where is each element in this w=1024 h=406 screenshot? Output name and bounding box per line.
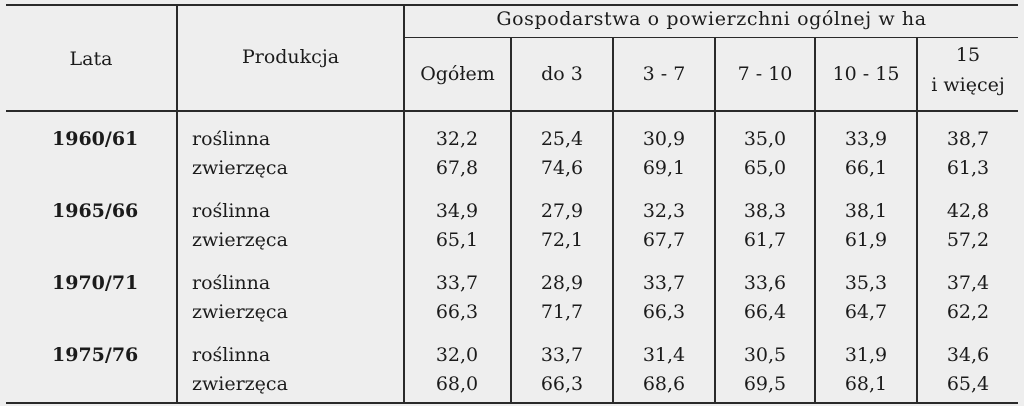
table-cell: 28,9	[540, 272, 584, 294]
table-cell: 64,7	[844, 301, 888, 323]
table-cell: 66,3	[435, 301, 479, 323]
table-cell: 68,1	[844, 373, 888, 395]
table-cell: 32,3	[642, 200, 686, 222]
header-lata: Lata	[69, 48, 113, 70]
table-cell: 65,1	[435, 229, 479, 251]
bottom-rule	[6, 402, 1018, 404]
table-cell: 25,4	[540, 128, 584, 150]
header-col-7-10: 7 - 10	[737, 63, 793, 85]
table-cell: 33,7	[540, 344, 584, 366]
table-cell: 33,9	[844, 128, 888, 150]
year-label: 1975/76	[52, 344, 139, 366]
table-cell: 38,1	[844, 200, 888, 222]
table-cell: 69,5	[743, 373, 787, 395]
produkcja-label: roślinna	[192, 272, 271, 294]
table-cell: 30,5	[743, 344, 787, 366]
header-col-15: 15	[955, 44, 981, 66]
table-cell: 69,1	[642, 157, 686, 179]
table-cell: 72,1	[540, 229, 584, 251]
vline-col-1	[510, 38, 512, 402]
table-cell: 32,2	[435, 128, 479, 150]
vline-col-4	[814, 38, 816, 402]
table-cell: 67,8	[435, 157, 479, 179]
produkcja-label: roślinna	[192, 200, 271, 222]
table-cell: 34,6	[946, 344, 990, 366]
table-cell: 37,4	[946, 272, 990, 294]
table-cell: 67,7	[642, 229, 686, 251]
table-cell: 66,3	[642, 301, 686, 323]
table-cell: 66,1	[844, 157, 888, 179]
header-col-i-wiecej: i więcej	[931, 74, 1005, 96]
produkcja-label: roślinna	[192, 344, 271, 366]
table-cell: 33,7	[642, 272, 686, 294]
table-cell: 57,2	[946, 229, 990, 251]
table-cell: 32,0	[435, 344, 479, 366]
table-cell: 66,3	[540, 373, 584, 395]
vline-col-3	[714, 38, 716, 402]
table-cell: 61,9	[844, 229, 888, 251]
table-cell: 42,8	[946, 200, 990, 222]
group-header-rule	[405, 37, 1018, 38]
table-cell: 31,4	[642, 344, 686, 366]
table-cell: 34,9	[435, 200, 479, 222]
vline-col-2	[612, 38, 614, 402]
produkcja-label: zwierzęca	[192, 301, 288, 323]
table-cell: 65,4	[946, 373, 990, 395]
table-cell: 38,3	[743, 200, 787, 222]
table-cell: 35,0	[743, 128, 787, 150]
table-cell: 74,6	[540, 157, 584, 179]
produkcja-label: zwierzęca	[192, 373, 288, 395]
year-label: 1970/71	[52, 272, 139, 294]
header-col-3-7: 3 - 7	[642, 63, 686, 85]
year-label: 1965/66	[52, 200, 139, 222]
table-cell: 68,0	[435, 373, 479, 395]
table-cell: 65,0	[743, 157, 787, 179]
table-cell: 33,7	[435, 272, 479, 294]
table-cell: 62,2	[946, 301, 990, 323]
header-produkcja: Produkcja	[241, 46, 340, 68]
produkcja-label: roślinna	[192, 128, 271, 150]
table-cell: 30,9	[642, 128, 686, 150]
header-group-title: Gospodarstwa o powierzchni ogólnej w ha	[496, 8, 927, 30]
table-cell: 71,7	[540, 301, 584, 323]
table-cell: 61,7	[743, 229, 787, 251]
table-cell: 31,9	[844, 344, 888, 366]
table-cell: 33,6	[743, 272, 787, 294]
table-cell: 66,4	[743, 301, 787, 323]
table-cell: 35,3	[844, 272, 888, 294]
header-bottom-rule	[6, 110, 1018, 112]
table-cell: 27,9	[540, 200, 584, 222]
header-col-do-3: do 3	[541, 63, 583, 85]
table-cell: 38,7	[946, 128, 990, 150]
table-cell: 61,3	[946, 157, 990, 179]
header-col-10-15: 10 - 15	[832, 63, 900, 85]
top-rule	[6, 4, 1018, 6]
year-label: 1960/61	[52, 128, 139, 150]
produkcja-label: zwierzęca	[192, 229, 288, 251]
header-col-ogolem: Ogółem	[420, 63, 495, 85]
table-cell: 68,6	[642, 373, 686, 395]
produkcja-label: zwierzęca	[192, 157, 288, 179]
